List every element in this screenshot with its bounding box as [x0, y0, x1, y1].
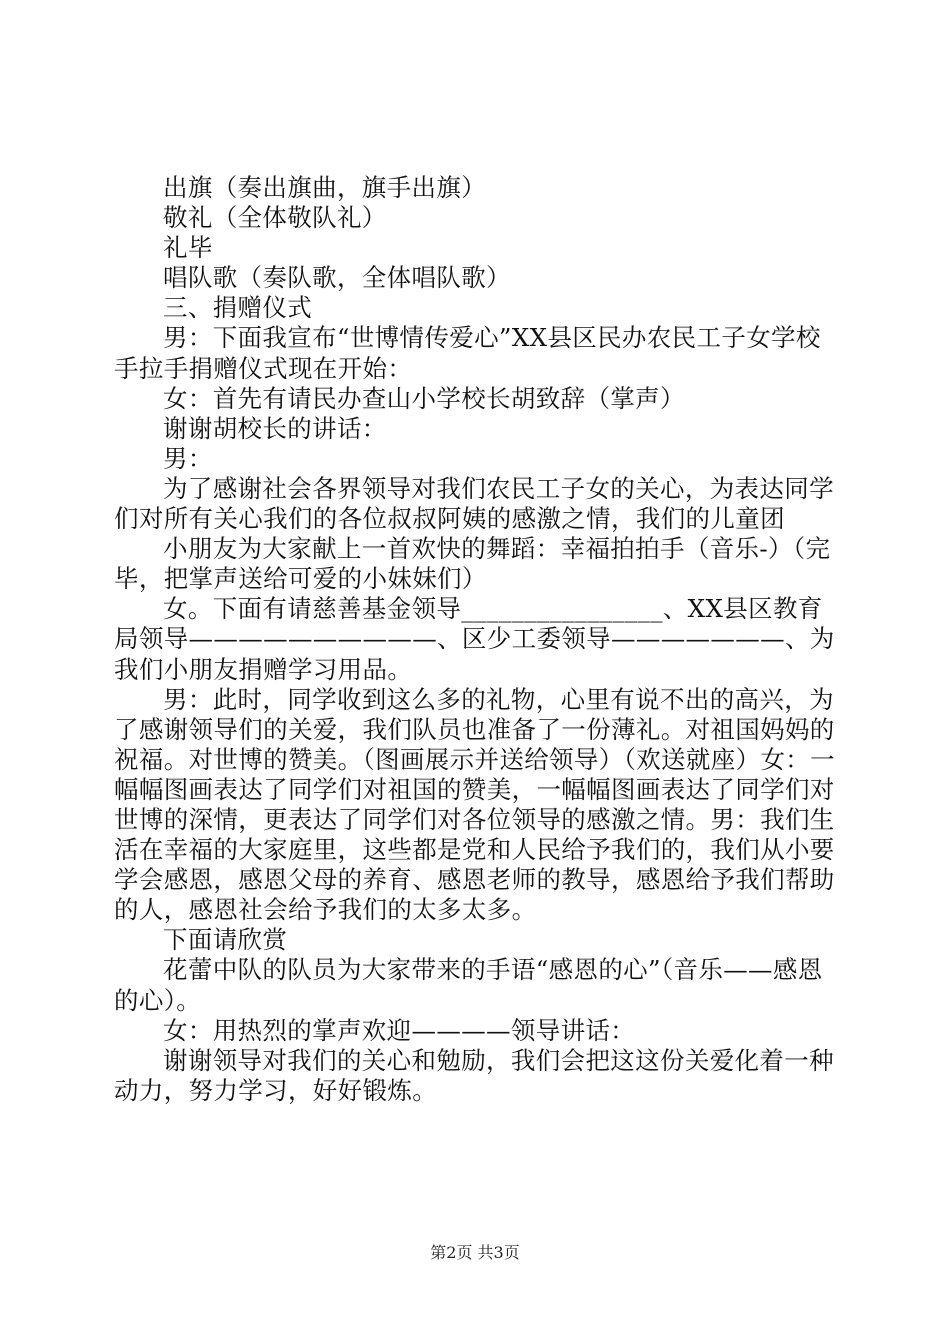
- paragraph-thanks-principal: 谢谢胡校长的讲话：: [163, 413, 387, 443]
- paragraph-leader-speech: 女：用热烈的掌声欢迎————领导讲话：: [163, 1015, 636, 1045]
- paragraph-thanks-society: 为了感谢社会各界领导对我们农民工子女的关心，为表达同学们对所有关心我们的各位叔叔阿姨的感激之情，我们的儿童团: [114, 473, 834, 534]
- paragraph-gifts-gratitude: 男：此时，同学收到这么多的礼物，心里有说不出的高兴，为了感谢领导们的关爱，我们队员也准备了一份薄礼。对祖国妈妈的祝福。对世博的赞美。（图画展示并送给领导）（欢送就座）女：一幅幅图画表达了同学们对祖国的赞美，一幅幅图画表达了同学们对世博的深情，更表达了同学们对各位领导的感激之情。男：我们生活在幸福的大家庭里，这些都是党和人民给予我们的，我们从小要学会感恩，感恩父母的养育、感恩老师的教导，感恩给予我们帮助的人，感恩社会给予我们的太多太多。: [114, 684, 835, 925]
- paragraph-salute-end: 礼毕: [163, 233, 213, 263]
- paragraph-male-announcement: 男：下面我宣布“世博情传爱心”XX县区民办农民工子女学校手拉手捐赠仪式现在开始：: [114, 323, 821, 383]
- paragraph-flag-raising: 出旗（奏出旗曲，旗手出旗）: [163, 173, 487, 202]
- section-heading-donation: 三、捐赠仪式: [163, 293, 313, 323]
- paragraph-dance: 小朋友为大家献上一首欢快的舞蹈：幸福拍拍手（音乐-）（完毕，把掌声送给可爱的小妹妹们）: [114, 534, 831, 594]
- paragraph-salute: 敬礼（全体敬队礼）: [163, 203, 387, 233]
- paragraph-male-speaker: 男：: [163, 443, 213, 473]
- page-number-footer: 第2页 共3页: [430, 1243, 520, 1262]
- paragraph-closing-thanks: 谢谢领导对我们的关心和勉励，我们会把这这份关爱化着一种动力，努力学习，好好锻炼。: [114, 1045, 834, 1105]
- document-body: [114, 173, 836, 1106]
- paragraph-sign-language: 花蕾中队的队员为大家带来的手语“感恩的心”（音乐——感恩的心）。: [114, 955, 823, 1015]
- paragraph-please-enjoy: 下面请欣赏: [163, 925, 288, 955]
- paragraph-female-invite-principal: 女：首先有请民办查山小学校长胡致辞（掌声）: [163, 383, 685, 413]
- paragraph-team-song: 唱队歌（奏队歌，全体唱队歌）: [163, 263, 511, 293]
- paragraph-invite-leaders: 女。下面有请慈善基金领导________________、XX县区教育局领导——————————、区少工委领导———————、为我们小朋友捐赠学习用品。: [114, 594, 835, 684]
